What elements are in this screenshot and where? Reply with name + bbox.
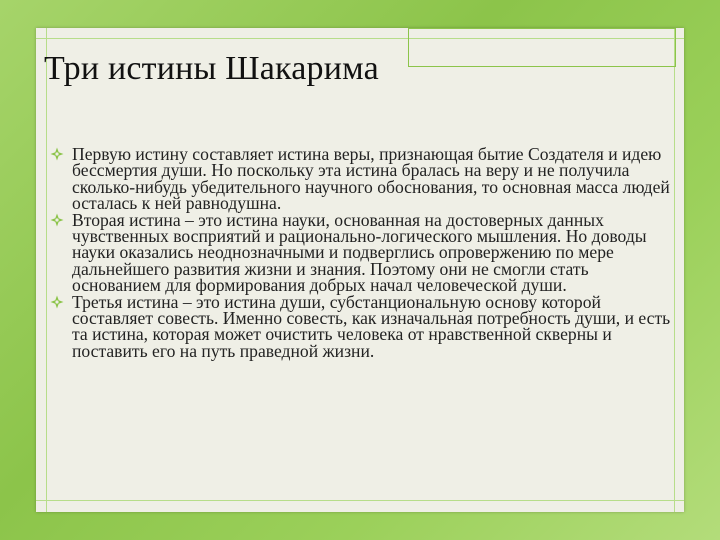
star-bullet-icon — [50, 147, 64, 161]
frame-line-bottom — [36, 500, 684, 501]
bullet-list — [50, 146, 676, 359]
bullet-text: Первую истину составляет истина веры, признающая бытие Создателя и идею бессмертия души. Но поскольку эта истина бралась на веру и не получила сколько-нибудь убедительного научного обоснования, то основная масса людей осталась к ней равнодушна. — [72, 144, 670, 214]
frame-line-left — [46, 28, 47, 512]
decorative-box — [408, 28, 676, 67]
bullet-item — [50, 291, 676, 361]
slide-panel — [36, 28, 684, 512]
star-bullet-icon — [50, 295, 64, 309]
slide-title: Три истины Шакарима — [44, 50, 379, 87]
bullet-text: Третья истина – это истина души, субстанциональную основу которой составляет совесть. Именно совесть, как изначальная потребность души, и есть та истина, которая может очистить человека от нравственной скверны и поставить его на путь праведной жизни. — [72, 291, 671, 361]
bullet-item — [50, 209, 676, 296]
star-bullet-icon — [50, 213, 64, 227]
bullet-text: Вторая истина – это истина науки, основанная на достоверных данных чувственных восприятий и рационально-логического мышления. Но доводы науки оказались неоднозначными и подверглись опровержению по мере дальнейшего развития жизни и знания. Поэтому они не смогли стать основанием для формирования добрых начал человеческой души. — [72, 209, 647, 296]
bullet-item — [50, 146, 676, 212]
